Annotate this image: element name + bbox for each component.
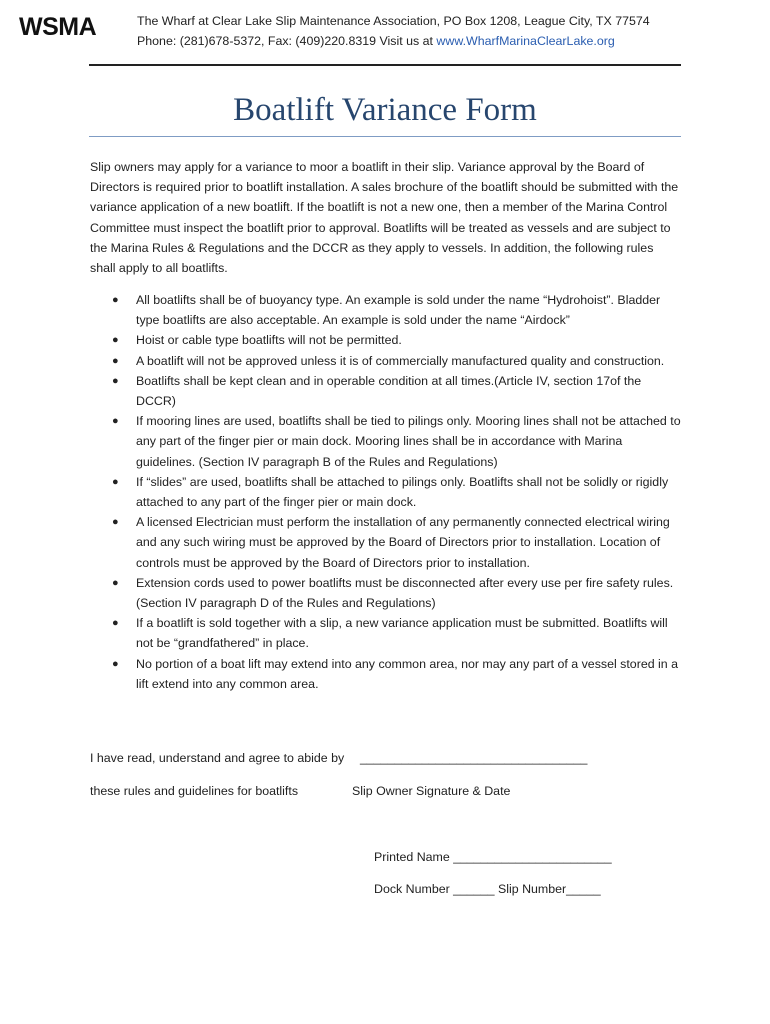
bullet-icon: ● — [112, 576, 119, 589]
rule-text: Boatlifts shall be kept clean and in operable condition at all times.(Article IV, section 17of the DCCR) — [136, 373, 642, 409]
rule-item — [90, 573, 682, 613]
rule-text: A boatlift will not be approved unless it is of commercially manufactured quality and construction. — [136, 353, 665, 368]
agreement-statement — [90, 751, 588, 765]
rule-text: If a boatlift is sold together with a slip, a new variance application must be submitted. Boatlifts will not be “grandfathered” in place. — [136, 616, 668, 651]
website-link[interactable]: www.WharfMarinaClearLake.org — [436, 34, 615, 48]
rule-item — [90, 371, 682, 411]
rule-item — [90, 290, 682, 330]
bullet-icon: ● — [112, 617, 119, 630]
rule-text: A licensed Electrician must perform the installation of any permanently connected electrical wiring and any such wiring must be approved by the Board of Directors prior to installation. Location of controls must be approved by the Board of Directors prior to installation. — [136, 515, 670, 570]
rule-item — [90, 654, 682, 694]
bullet-icon: ● — [112, 516, 119, 529]
rule-text: Hoist or cable type boatlifts will not be permitted. — [136, 333, 402, 348]
wsma-logo: WSMA — [19, 13, 97, 41]
bullet-icon: ● — [112, 475, 119, 488]
dock-slip-number-field[interactable]: Dock Number ______ Slip Number_____ — [374, 882, 601, 896]
signature-label: Slip Owner Signature & Date — [352, 784, 511, 798]
bullet-icon: ● — [112, 374, 119, 387]
rules-list — [90, 290, 682, 694]
intro-paragraph: Slip owners may apply for a variance to moor a boatlift in their slip. Variance approval by the Board of Directors is required prior to boatlift installation. A sales brochure of the boatlift should be submitted with the variance application of a new boatlift. If the boatlift is not a new one, then a member of the Marina Control Committee must inspect the boatlift prior to approval. Boatlifts will be treated as vessels and are subject to the Marina Rules & Regulations and the DCCR as they apply to vessels. In addition, the following rules shall apply to all boatlifts. — [90, 160, 679, 276]
phone-fax-text: Phone: (281)678-5372, Fax: (409)220.8319 Visit us at — [137, 34, 437, 48]
rule-item — [90, 472, 682, 512]
bullet-icon: ● — [112, 657, 119, 670]
rule-item — [90, 411, 682, 472]
printed-name-field[interactable]: Printed Name _______________________ — [374, 850, 612, 864]
rule-text: If “slides” are used, boatlifts shall be attached to pilings only. Boatlifts shall not be solidly or rigidly attached to any part of the finger pier or main dock. — [136, 474, 669, 510]
bullet-icon: ● — [112, 294, 119, 306]
rule-text: Extension cords used to power boatlifts must be disconnected after every use per fire safety rules. (Section IV paragraph D of the Rules and Regulations) — [136, 575, 674, 611]
rule-text: All boatlifts shall be of buoyancy type. An example is sold under the name “Hydrohoist”. Bladder type boatlifts are also acceptable. An example is sold under the name “Airdock” — [136, 293, 661, 328]
rule-text: If mooring lines are used, boatlifts shall be tied to pilings only. Mooring lines shall not be attached to any part of the finger pier or main dock. Mooring lines shall be in accordance with Marina guidelines. (Section IV paragraph B of the Rules and Regulations) — [136, 414, 681, 469]
address-line: The Wharf at Clear Lake Slip Maintenance Association, PO Box 1208, League City, TX 77574 — [137, 14, 650, 28]
rule-item — [90, 351, 682, 371]
rule-item — [90, 613, 682, 653]
agreement-statement-continued: these rules and guidelines for boatlifts — [90, 784, 299, 798]
bullet-icon: ● — [112, 415, 119, 428]
signature-field[interactable]: _________________________________ — [360, 751, 588, 765]
association-info — [137, 11, 650, 51]
rule-item — [90, 330, 682, 350]
bullet-icon: ● — [112, 334, 119, 347]
contact-line — [137, 31, 650, 51]
rule-item — [90, 512, 682, 573]
page-title: Boatlift Variance Form — [233, 92, 537, 128]
agreement-text: I have read, understand and agree to abide by — [90, 751, 345, 765]
title-divider — [89, 136, 681, 137]
rule-text: No portion of a boat lift may extend into any common area, nor may any part of a vessel stored in a lift extend into any common area. — [136, 656, 679, 691]
header-divider — [89, 64, 681, 66]
bullet-icon: ● — [112, 354, 119, 367]
